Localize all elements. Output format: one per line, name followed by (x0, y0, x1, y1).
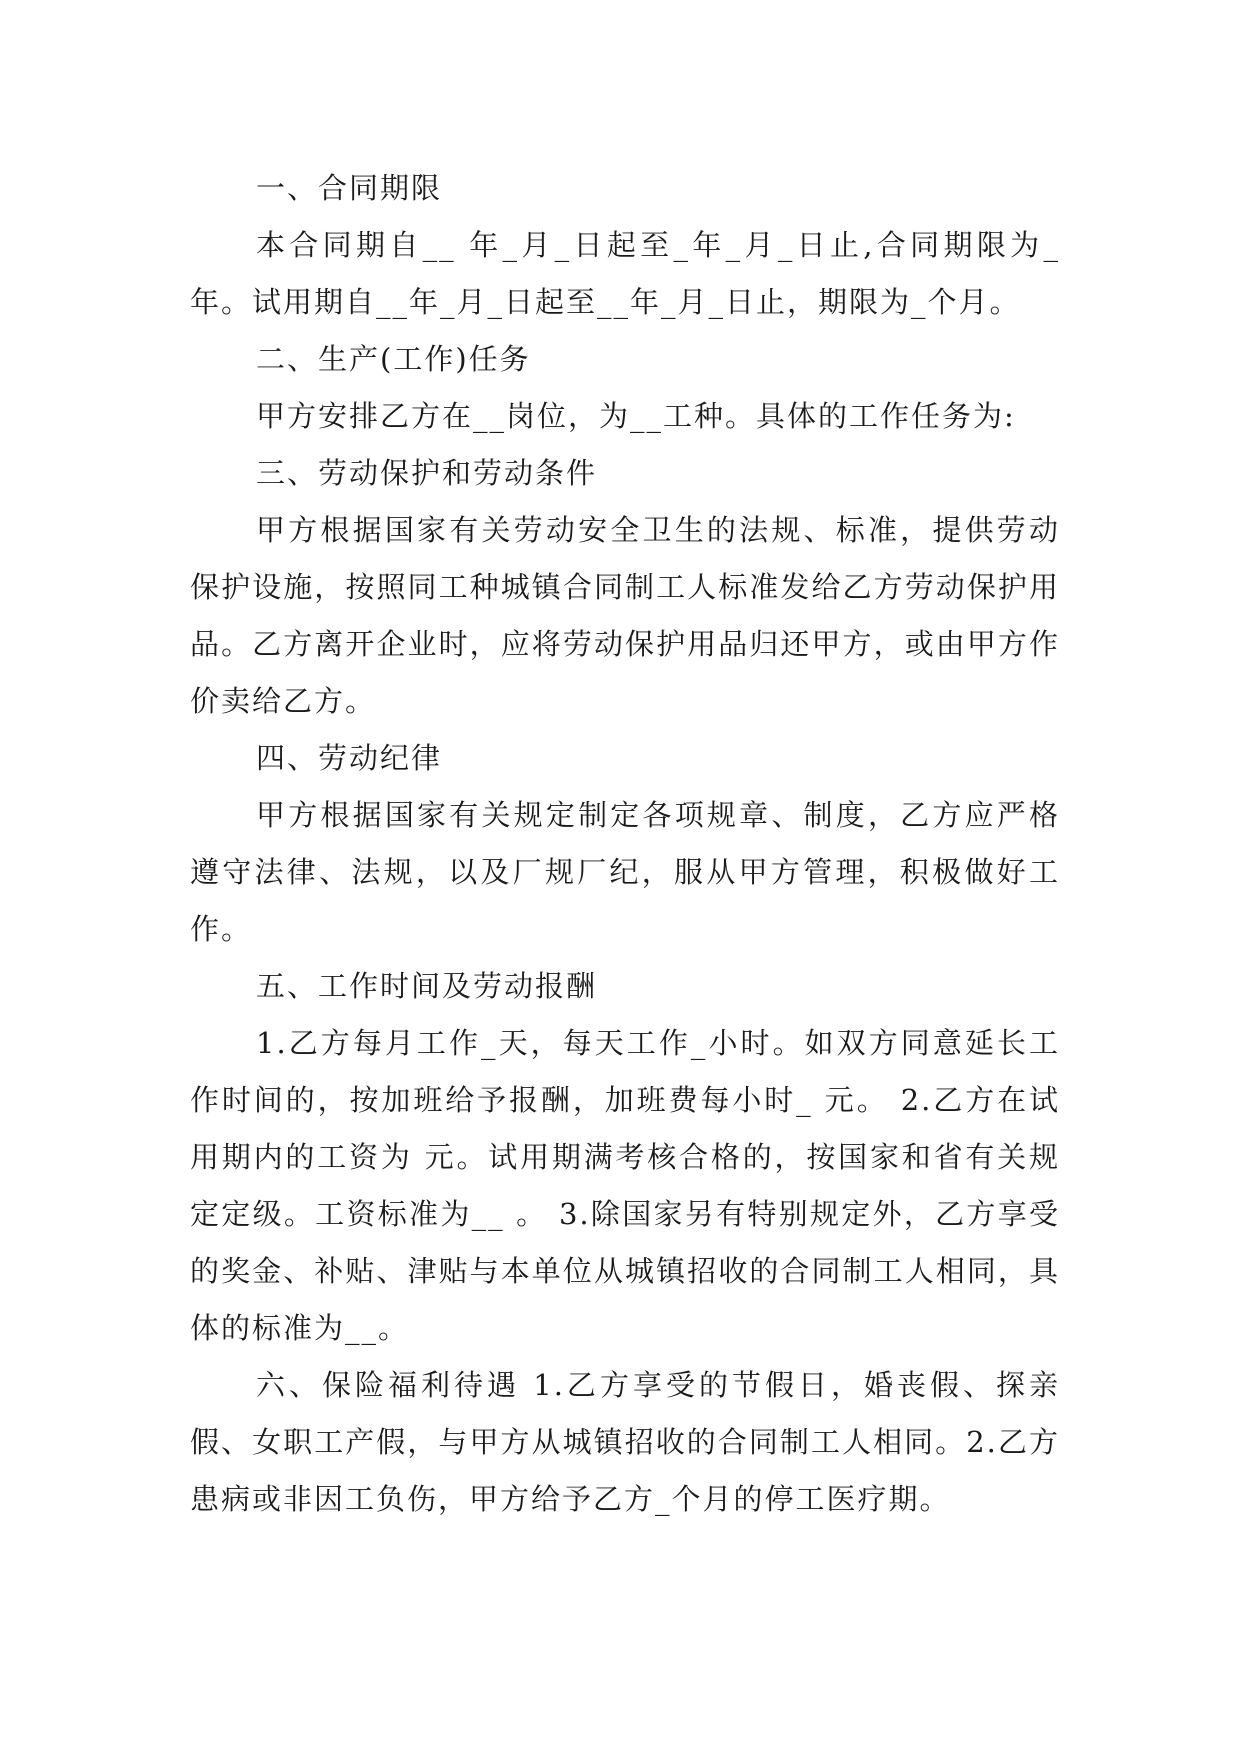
paragraph-insurance-welfare: 六、保险福利待遇 1.乙方享受的节假日，婚丧假、探亲假、女职工产假，与甲方从城镇招收的合同制工人相同。2.乙方患病或非因工负伤，甲方给予乙方_个月的停工医疗期。 (190, 1368, 1060, 1516)
paragraph-tasks: 甲方安排乙方在__岗位，为__工种。具体的工作任务为: (256, 399, 1016, 433)
paragraph-protection: 甲方根据国家有关劳动安全卫生的法规、标准，提供劳动保护设施，按照同工种城镇合同制工人标准发给乙方劳动保护用品。乙方离开企业时，应将劳动保护用品归还甲方，或由甲方作价卖给乙方。 (190, 513, 1060, 718)
paragraph-hours-pay: 1.乙方每月工作_天，每天工作_小时。如双方同意延长工作时间的，按加班给予报酬，加班费每小时_ 元。 2.乙方在试用期内的工资为 元。试用期满考核合格的，按国家和省有关规定定级。工资标准为__ 。 3.除国家另有特别规定外，乙方享受的奖金、补贴、津贴与本单位从城镇招收的合同制工人相同，具体的标准为__。 (190, 1026, 1060, 1345)
section-heading-term: 一、合同期限 (256, 171, 443, 205)
document-body (190, 160, 1060, 1528)
section-heading-discipline: 四、劳动纪律 (256, 741, 443, 775)
section-heading-protection: 三、劳动保护和劳动条件 (256, 456, 598, 490)
section-heading-hours-pay: 五、工作时间及劳动报酬 (256, 969, 598, 1003)
section-heading-tasks: 二、生产(工作)任务 (256, 342, 531, 376)
paragraph-discipline: 甲方根据国家有关规定制定各项规章、制度，乙方应严格遵守法律、法规，以及厂规厂纪，服从甲方管理，积极做好工作。 (190, 798, 1060, 946)
paragraph-term: 本合同期自__ 年_月_日起至_年_月_日止,合同期限为_年。试用期自__年_月_日起至__年_月_日止，期限为_个月。 (190, 228, 1060, 319)
